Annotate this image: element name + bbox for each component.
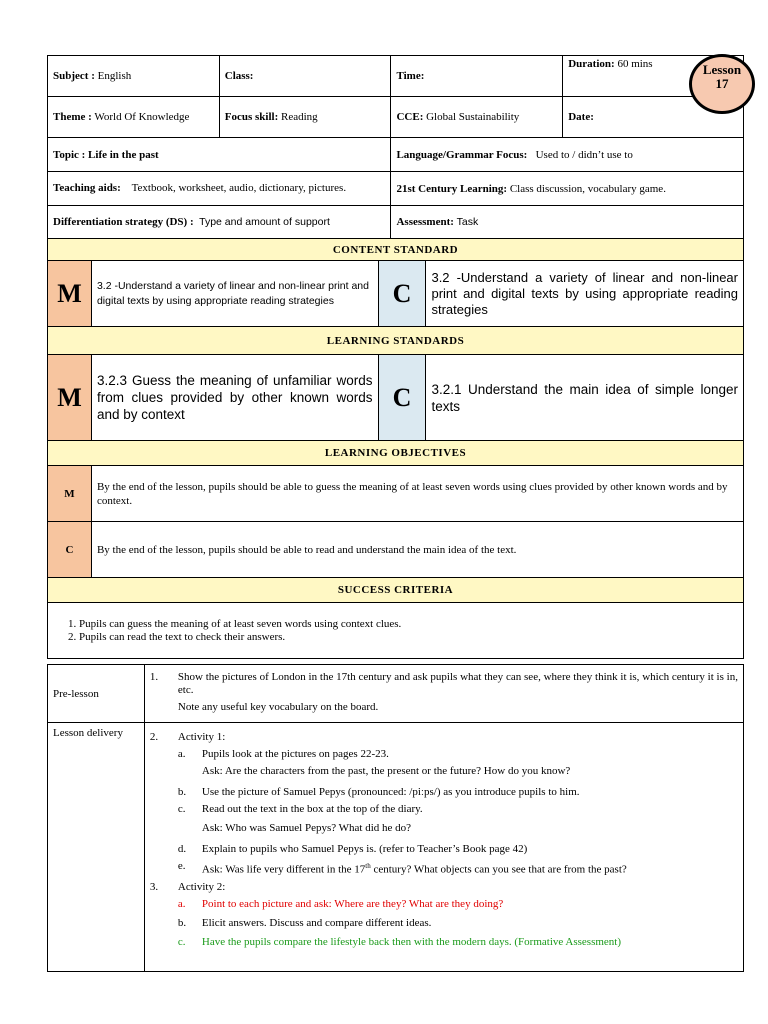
subject-cell: Subject : English bbox=[48, 56, 220, 97]
learning-standards-c-text: 3.2.1 Understand the main idea of simple longer texts bbox=[426, 355, 744, 441]
topic-cell: Topic : Life in the past bbox=[48, 138, 391, 172]
success-criteria-item: 2. Pupils can read the text to check their answers. bbox=[79, 631, 738, 644]
success-criteria-list-cell bbox=[48, 603, 744, 659]
cce-cell: CCE: Global Sustainability bbox=[391, 97, 563, 138]
content-standard-c-letter: C bbox=[378, 261, 426, 327]
content-standard-heading: CONTENT STANDARD bbox=[48, 239, 744, 261]
differentiation-cell: Differentiation strategy (DS) : Type and amount of support bbox=[48, 206, 391, 239]
learning-objectives-c-text: By the end of the lesson, pupils should be able to read and understand the main idea of the text. bbox=[91, 522, 743, 578]
assessment-cell: Assessment: Task bbox=[391, 206, 744, 239]
learning-standards-m-letter: M bbox=[48, 355, 92, 441]
learning-objectives-c-letter: C bbox=[48, 522, 92, 578]
learning-objectives-m-text: By the end of the lesson, pupils should be able to guess the meaning of at least seven words using clues provided by other known words and by context. bbox=[91, 466, 743, 522]
lesson-delivery-content: 2. Activity 1: a. Pupils look at the pictures on pages 22-23. Ask: Are the characters from the past, the present or the future? How do you know? b. Use the picture of Samuel Pepys (pronounced: /piːps/) as you introduce pupils to him. c. Read out the text in the box at the top of the diary. Ask: Who was Samuel Pepys? What did he do? d. Explain to pupils who Samuel Pepys is. (refer to Teacher’s Book page 42) e. Ask: Was life very different in the 17th century? What objects can you see that are from the past? 3. Activity 2: a. Point to each picture and ask: Where are they? What are they doing? b. Elicit answers. Discuss and compare different ideas. c. Have the pupils compare the lifestyle back then with the modern days. (Formative Assessment) bbox=[144, 723, 743, 972]
lesson-header-table bbox=[47, 55, 744, 239]
procedure-table bbox=[47, 664, 744, 972]
success-criteria-heading: SUCCESS CRITERIA bbox=[48, 578, 744, 603]
time-cell: Time: bbox=[391, 56, 563, 97]
pre-lesson-label: Pre-lesson bbox=[48, 665, 145, 723]
theme-cell: Theme : World Of Knowledge bbox=[48, 97, 220, 138]
success-criteria-item: 1. Pupils can guess the meaning of at least seven words using context clues. bbox=[79, 618, 738, 631]
learning-standards-c-letter: C bbox=[378, 355, 426, 441]
content-standard-m-letter: M bbox=[48, 261, 92, 327]
content-standard-m-text: 3.2 -Understand a variety of linear and non-linear print and digital texts by using appropriate reading strategies bbox=[91, 261, 378, 327]
lesson-number-badge: Lesson 17 bbox=[689, 54, 755, 114]
learning-standards-heading: LEARNING STANDARDS bbox=[48, 327, 744, 355]
century-learning-cell: 21st Century Learning: Class discussion, vocabulary game. bbox=[391, 172, 744, 206]
learning-objectives-heading: LEARNING OBJECTIVES bbox=[48, 441, 744, 466]
grammar-focus-cell: Language/Grammar Focus: Used to / didn’t use to bbox=[391, 138, 744, 172]
success-criteria-list bbox=[53, 618, 738, 644]
learning-standards-m-text: 3.2.3 Guess the meaning of unfamiliar words from clues provided by other known words and by context bbox=[91, 355, 378, 441]
learning-objectives-m-letter: M bbox=[48, 466, 92, 522]
standards-table bbox=[47, 238, 744, 659]
date-cell: Date: bbox=[563, 97, 744, 138]
content-standard-c-text: 3.2 -Understand a variety of linear and non-linear print and digital texts by using appropriate reading strategies bbox=[426, 261, 744, 327]
focus-skill-cell: Focus skill: Reading bbox=[219, 97, 391, 138]
teaching-aids-cell: Teaching aids: Textbook, worksheet, audio, dictionary, pictures. bbox=[48, 172, 391, 206]
class-cell: Class: bbox=[219, 56, 391, 97]
pre-lesson-content: 1. Show the pictures of London in the 17th century and ask pupils what they can see, where they think it is, which century it is in, etc. Note any useful key vocabulary on the board. bbox=[144, 665, 743, 723]
duration-cell: Duration: 60 mins bbox=[563, 56, 744, 97]
lesson-delivery-label: Lesson delivery bbox=[48, 723, 145, 972]
